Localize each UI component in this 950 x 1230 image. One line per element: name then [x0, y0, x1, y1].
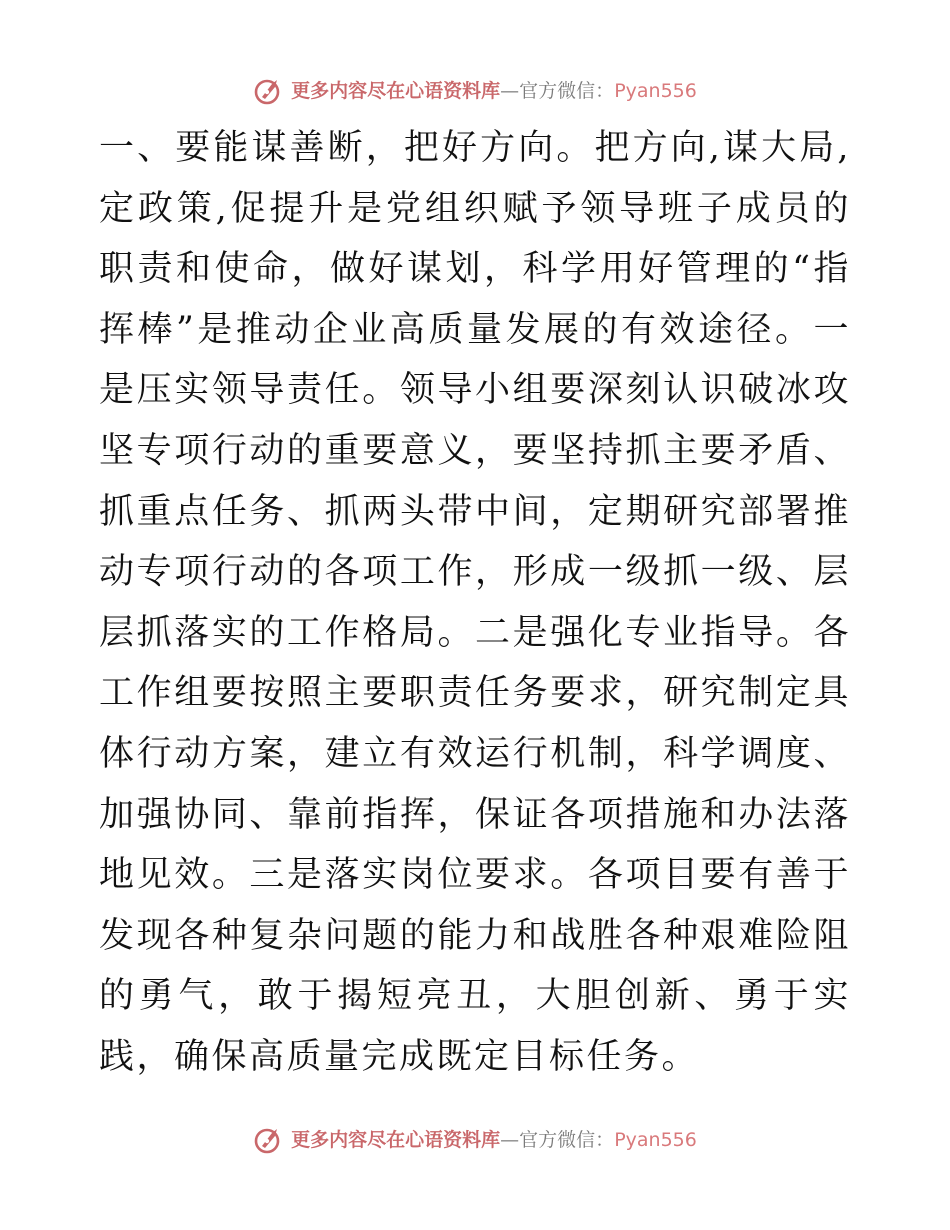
pen-nib-circle-icon	[253, 76, 283, 106]
body-paragraph: 一、要能谋善断，把好方向。把方向,谋大局,定政策,促提升是党组织赋予领导班子成员的职责和使命，做好谋划，科学用好管理的“指挥棒”是推动企业高质量发展的有效途径。一是压实领导责任。领导小组要深刻认识破冰攻坚专项行动的重要意义，要坚持抓主要矛盾、抓重点任务、抓两头带中间，定期研究部署推动专项行动的各项工作，形成一级抓一级、层层抓落实的工作格局。二是强化专业指导。各工作组要按照主要职责任务要求，研究制定具体行动方案，建立有效运行机制，科学调度、加强协同、靠前指挥，保证各项措施和办法落地见效。三是落实岗位要求。各项目要有善于发现各种复杂问题的能力和战胜各种艰难险阻的勇气，敢于揭短亮丑，大胆创新、勇于实践，确保高质量完成既定目标任务。	[99, 128, 851, 1077]
watermark-dash: —	[500, 80, 520, 102]
watermark-text: 更多内容尽在心语资料库	[291, 80, 501, 102]
pen-nib-circle-icon	[253, 1125, 283, 1155]
watermark-dash: —	[500, 1129, 520, 1151]
footer-watermark	[0, 1125, 950, 1155]
header-watermark	[0, 76, 950, 106]
watermark-wechat-label: 官方微信：	[519, 1129, 615, 1151]
watermark-wechat-label: 官方微信：	[519, 80, 615, 102]
watermark-text: 更多内容尽在心语资料库	[291, 1129, 501, 1151]
watermark-wechat-id: Pyan556	[614, 80, 697, 102]
watermark-wechat-id: Pyan556	[614, 1129, 697, 1151]
